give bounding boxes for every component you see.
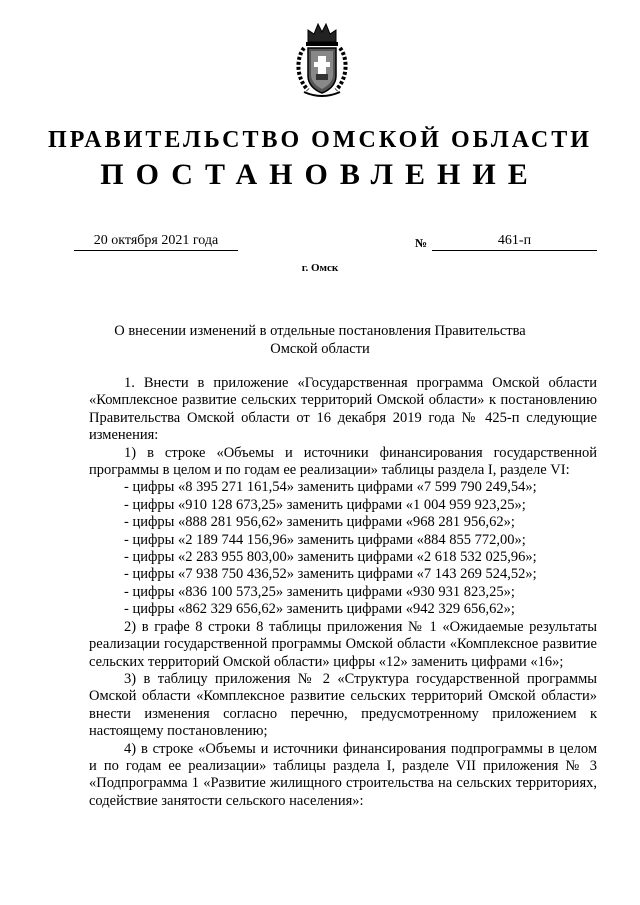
document-number: 461-п — [432, 233, 597, 251]
body-list-item: - цифры «836 100 573,25» заменить цифрами «930 931 823,25»; — [124, 583, 515, 600]
body-paragraph: 1. Внести в приложение «Государственная программа Омской области «Комплексное развитие сельских территорий Омской области» к постановлению Правительства Омской области от 16 декабря 2019 года № 425-п следующие изменения: — [89, 375, 597, 444]
document-body — [89, 375, 597, 810]
body-list-item: - цифры «862 329 656,62» заменить цифрами «942 329 656,62»; — [124, 601, 515, 618]
body-list-item: - цифры «2 189 744 156,96» заменить цифрами «884 855 772,00»; — [124, 531, 526, 548]
body-paragraph: 3) в таблицу приложения № 2 «Структура государственной программы Омской области «Комплексное развитие сельских территорий Омской области» внести изменения согласно перечню, предусмотренному приложением к настоящему постановлению; — [89, 670, 597, 740]
number-sign: № — [415, 236, 428, 250]
body-list-item: - цифры «7 938 750 436,52» заменить цифрами «7 143 269 524,52»; — [124, 566, 537, 583]
body-paragraph: 1) в строке «Объемы и источники финансирования государственной программы в целом и по годам ее реализации» таблицы раздела I, разделе VI: — [89, 444, 597, 479]
body-paragraph: 4) в строке «Объемы и источники финансирования подпрограммы в целом и по годам ее реализации» таблицы раздела I, разделе VII приложения № 3 «Подпрограмма 1 «Развитие жилищного строительства на сельских территориях, содействие занятости сельского населения»: — [89, 740, 597, 809]
document-type-title: ПОСТАНОВЛЕНИЕ — [100, 158, 540, 191]
government-title: ПРАВИТЕЛЬСТВО ОМСКОЙ ОБЛАСТИ — [48, 127, 592, 153]
body-list-item: - цифры «888 281 956,62» заменить цифрами «968 281 956,62»; — [124, 514, 515, 531]
subject-line-1: О внесении изменений в отдельные постановления Правительства — [114, 323, 526, 339]
body-list-item: - цифры «910 128 673,25» заменить цифрами «1 004 959 923,25»; — [124, 496, 526, 513]
body-paragraph: 2) в графе 8 строки 8 таблицы приложения № 1 «Ожидаемые результаты реализации государственной программы Омской области «Комплексное развитие сельских территорий Омской области» цифры «12» заменить цифрами «16»; — [89, 618, 597, 670]
document-subject — [70, 322, 570, 358]
document-date: 20 октября 2021 года — [74, 233, 238, 251]
city-label: г. Омск — [301, 262, 339, 274]
coat-of-arms-icon — [294, 20, 350, 98]
subject-line-2: Омской области — [270, 341, 370, 357]
body-list-item: - цифры «2 283 955 803,00» заменить цифрами «2 618 532 025,96»; — [124, 549, 537, 566]
body-list-item: - цифры «8 395 271 161,54» заменить цифрами «7 599 790 249,54»; — [124, 479, 537, 496]
